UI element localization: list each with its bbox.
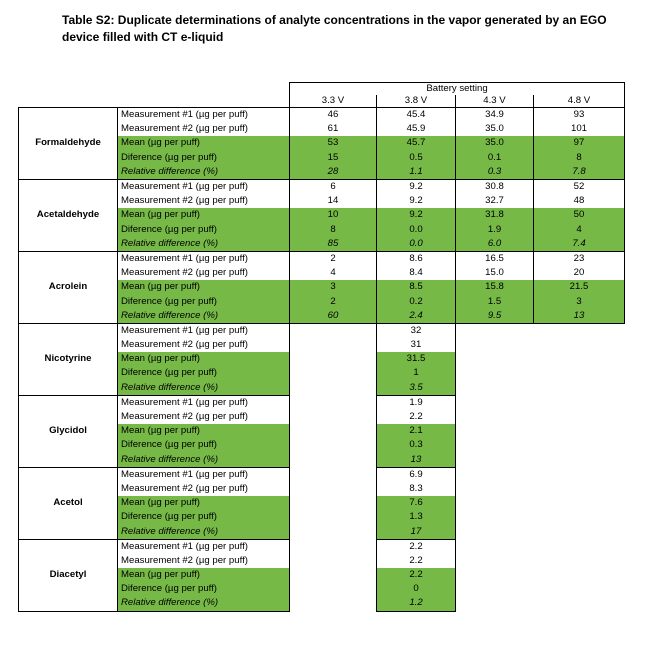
analyte-name: Glycidol <box>19 395 118 467</box>
analyte-name: Diacetyl <box>19 539 118 611</box>
value-cell: 1.9 <box>456 223 534 237</box>
value-cell: 30.8 <box>456 179 534 194</box>
value-cell <box>290 338 377 352</box>
value-cell <box>534 438 625 452</box>
value-cell <box>456 453 534 468</box>
value-cell <box>534 596 625 611</box>
value-cell <box>290 424 377 438</box>
value-cell <box>290 438 377 452</box>
value-cell <box>456 395 534 410</box>
row-label: Mean (µg per puff) <box>118 136 290 150</box>
value-cell <box>290 366 377 380</box>
row-label: Diference (µg per puff) <box>118 438 290 452</box>
value-cell: 2 <box>290 294 377 308</box>
value-cell: 0.1 <box>456 151 534 165</box>
value-cell: 85 <box>290 237 377 252</box>
value-cell: 0.0 <box>377 237 456 252</box>
value-cell: 0.0 <box>377 223 456 237</box>
value-cell: 15.8 <box>456 280 534 294</box>
value-cell: 9.2 <box>377 208 456 222</box>
value-cell: 45.7 <box>377 136 456 150</box>
value-cell <box>290 496 377 510</box>
value-cell <box>456 424 534 438</box>
value-cell <box>534 524 625 539</box>
value-cell: 2.2 <box>377 410 456 424</box>
row-label: Measurement #2 (µg per puff) <box>118 338 290 352</box>
value-cell <box>290 323 377 338</box>
value-cell <box>534 338 625 352</box>
value-cell <box>534 510 625 524</box>
value-cell <box>456 467 534 482</box>
value-cell <box>456 582 534 596</box>
row-label: Diference (µg per puff) <box>118 294 290 308</box>
value-cell: 31.8 <box>456 208 534 222</box>
value-cell <box>534 554 625 568</box>
value-cell <box>290 596 377 611</box>
voltage-header: 4.3 V <box>456 95 534 108</box>
value-cell <box>290 453 377 468</box>
value-cell: 0.3 <box>377 438 456 452</box>
value-cell: 48 <box>534 194 625 208</box>
value-cell: 17 <box>377 524 456 539</box>
value-cell: 8 <box>534 151 625 165</box>
value-cell: 31.5 <box>377 352 456 366</box>
value-cell: 8.6 <box>377 251 456 266</box>
value-cell: 20 <box>534 266 625 280</box>
row-label: Mean (µg per puff) <box>118 208 290 222</box>
value-cell: 45.9 <box>377 122 456 136</box>
value-cell <box>290 410 377 424</box>
value-cell <box>456 323 534 338</box>
value-cell <box>534 395 625 410</box>
value-cell: 16.5 <box>456 251 534 266</box>
value-cell: 52 <box>534 179 625 194</box>
value-cell: 8.3 <box>377 482 456 496</box>
value-cell <box>534 381 625 396</box>
value-cell: 97 <box>534 136 625 150</box>
row-label: Measurement #2 (µg per puff) <box>118 410 290 424</box>
value-cell: 46 <box>290 108 377 123</box>
row-label: Diference (µg per puff) <box>118 366 290 380</box>
value-cell: 2.2 <box>377 539 456 554</box>
row-label: Diference (µg per puff) <box>118 582 290 596</box>
row-label: Diference (µg per puff) <box>118 510 290 524</box>
value-cell: 23 <box>534 251 625 266</box>
value-cell <box>456 381 534 396</box>
value-cell <box>456 524 534 539</box>
value-cell <box>290 582 377 596</box>
value-cell: 1.5 <box>456 294 534 308</box>
value-cell: 101 <box>534 122 625 136</box>
value-cell <box>534 424 625 438</box>
value-cell: 61 <box>290 122 377 136</box>
analyte-name: Acrolein <box>19 251 118 323</box>
value-cell: 1 <box>377 366 456 380</box>
value-cell: 9.2 <box>377 194 456 208</box>
value-cell: 14 <box>290 194 377 208</box>
value-cell <box>456 596 534 611</box>
value-cell: 15 <box>290 151 377 165</box>
row-label: Relative difference (%) <box>118 381 290 396</box>
row-label: Measurement #1 (µg per puff) <box>118 395 290 410</box>
data-table <box>18 82 625 612</box>
analyte-name: Acetaldehyde <box>19 179 118 251</box>
value-cell <box>290 395 377 410</box>
value-cell: 2.4 <box>377 309 456 324</box>
row-label: Measurement #2 (µg per puff) <box>118 554 290 568</box>
value-cell <box>290 539 377 554</box>
value-cell <box>456 338 534 352</box>
value-cell <box>456 510 534 524</box>
value-cell: 6.9 <box>377 467 456 482</box>
row-label: Measurement #1 (µg per puff) <box>118 179 290 194</box>
value-cell <box>534 582 625 596</box>
value-cell <box>290 524 377 539</box>
value-cell <box>534 568 625 582</box>
row-label: Mean (µg per puff) <box>118 352 290 366</box>
value-cell: 2.2 <box>377 554 456 568</box>
value-cell <box>290 381 377 396</box>
value-cell: 93 <box>534 108 625 123</box>
value-cell: 3 <box>290 280 377 294</box>
row-label: Measurement #2 (µg per puff) <box>118 122 290 136</box>
row-label: Measurement #1 (µg per puff) <box>118 467 290 482</box>
value-cell: 4 <box>534 223 625 237</box>
value-cell: 8 <box>290 223 377 237</box>
value-cell <box>534 482 625 496</box>
value-cell: 60 <box>290 309 377 324</box>
row-label: Mean (µg per puff) <box>118 568 290 582</box>
value-cell: 1.2 <box>377 596 456 611</box>
value-cell: 34.9 <box>456 108 534 123</box>
row-label: Relative difference (%) <box>118 309 290 324</box>
row-label: Mean (µg per puff) <box>118 496 290 510</box>
value-cell <box>456 554 534 568</box>
table-row <box>19 323 625 338</box>
value-cell <box>534 323 625 338</box>
row-label: Mean (µg per puff) <box>118 280 290 294</box>
value-cell: 13 <box>377 453 456 468</box>
row-label: Diference (µg per puff) <box>118 223 290 237</box>
value-cell: 1.9 <box>377 395 456 410</box>
value-cell <box>456 438 534 452</box>
table-title: Table S2: Duplicate determinations of analyte concentrations in the vapor generated by an EGO device filled with CT e-liquid <box>62 13 607 44</box>
value-cell: 0.2 <box>377 294 456 308</box>
value-cell: 35.0 <box>456 122 534 136</box>
value-cell <box>534 366 625 380</box>
value-cell <box>456 366 534 380</box>
value-cell: 32 <box>377 323 456 338</box>
value-cell: 1.1 <box>377 165 456 180</box>
value-cell <box>290 568 377 582</box>
value-cell <box>534 453 625 468</box>
row-label: Measurement #2 (µg per puff) <box>118 266 290 280</box>
value-cell: 9.2 <box>377 179 456 194</box>
table-row <box>19 395 625 410</box>
value-cell: 6.0 <box>456 237 534 252</box>
value-cell <box>290 510 377 524</box>
value-cell: 9.5 <box>456 309 534 324</box>
value-cell: 3 <box>534 294 625 308</box>
value-cell <box>456 568 534 582</box>
value-cell: 7.6 <box>377 496 456 510</box>
value-cell: 6 <box>290 179 377 194</box>
value-cell: 15.0 <box>456 266 534 280</box>
value-cell <box>456 496 534 510</box>
value-cell: 45.4 <box>377 108 456 123</box>
value-cell: 2.2 <box>377 568 456 582</box>
value-cell: 0.3 <box>456 165 534 180</box>
value-cell <box>456 410 534 424</box>
value-cell: 0.5 <box>377 151 456 165</box>
table-row <box>19 108 625 123</box>
row-label: Relative difference (%) <box>118 453 290 468</box>
value-cell <box>456 482 534 496</box>
table-row <box>19 251 625 266</box>
value-cell: 35.0 <box>456 136 534 150</box>
analyte-name: Nicotyrine <box>19 323 118 395</box>
battery-setting-header: Battery setting <box>290 83 625 96</box>
value-cell: 10 <box>290 208 377 222</box>
row-label: Measurement #1 (µg per puff) <box>118 251 290 266</box>
value-cell: 7.8 <box>534 165 625 180</box>
row-label: Measurement #1 (µg per puff) <box>118 323 290 338</box>
row-label: Mean (µg per puff) <box>118 424 290 438</box>
value-cell <box>456 352 534 366</box>
value-cell <box>290 554 377 568</box>
value-cell: 0 <box>377 582 456 596</box>
value-cell <box>534 352 625 366</box>
row-label: Relative difference (%) <box>118 165 290 180</box>
value-cell: 50 <box>534 208 625 222</box>
value-cell: 32.7 <box>456 194 534 208</box>
value-cell <box>456 539 534 554</box>
value-cell: 3.5 <box>377 381 456 396</box>
value-cell <box>290 467 377 482</box>
value-cell: 1.3 <box>377 510 456 524</box>
value-cell <box>534 410 625 424</box>
table-row <box>19 467 625 482</box>
analyte-name: Formaldehyde <box>19 108 118 180</box>
value-cell <box>534 539 625 554</box>
value-cell: 31 <box>377 338 456 352</box>
value-cell <box>290 482 377 496</box>
value-cell <box>534 496 625 510</box>
row-label: Measurement #1 (µg per puff) <box>118 539 290 554</box>
table-row <box>19 539 625 554</box>
value-cell: 2 <box>290 251 377 266</box>
value-cell: 8.5 <box>377 280 456 294</box>
row-label: Relative difference (%) <box>118 524 290 539</box>
value-cell: 8.4 <box>377 266 456 280</box>
row-label: Relative difference (%) <box>118 596 290 611</box>
value-cell: 13 <box>534 309 625 324</box>
value-cell: 7.4 <box>534 237 625 252</box>
row-label: Diference (µg per puff) <box>118 151 290 165</box>
voltage-header: 3.8 V <box>377 95 456 108</box>
value-cell: 2.1 <box>377 424 456 438</box>
value-cell: 21.5 <box>534 280 625 294</box>
table-row <box>19 179 625 194</box>
analyte-name: Acetol <box>19 467 118 539</box>
row-label: Measurement #2 (µg per puff) <box>118 482 290 496</box>
row-label: Relative difference (%) <box>118 237 290 252</box>
value-cell: 28 <box>290 165 377 180</box>
row-label: Measurement #1 (µg per puff) <box>118 108 290 123</box>
row-label: Measurement #2 (µg per puff) <box>118 194 290 208</box>
value-cell <box>534 467 625 482</box>
value-cell <box>290 352 377 366</box>
value-cell: 4 <box>290 266 377 280</box>
voltage-header: 4.8 V <box>534 95 625 108</box>
voltage-header: 3.3 V <box>290 95 377 108</box>
value-cell: 53 <box>290 136 377 150</box>
